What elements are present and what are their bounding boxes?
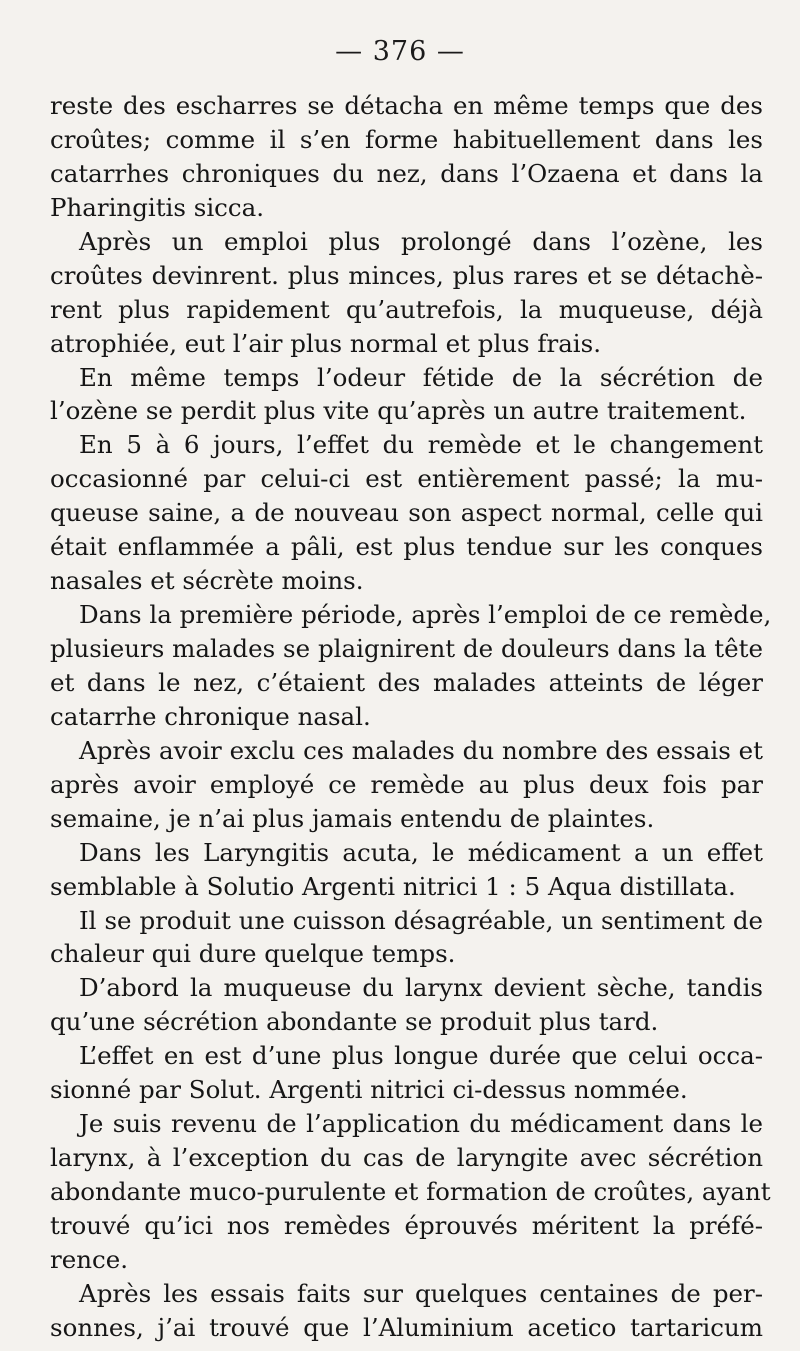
text-line: L’effet en est d’une plus longue durée que celui occa-	[79, 1041, 763, 1071]
text-line: Après les essais faits sur quelques centaines de per-	[79, 1278, 763, 1308]
text-line: sonnes, j’ai trouvé que l’Aluminium acetico tartaricum	[50, 1312, 763, 1342]
text-line: croûtes; comme il s’en forme habituellement dans les	[50, 124, 763, 154]
text-line: qu’une sécrétion abondante se produit plus tard.	[50, 1007, 659, 1037]
text-line: D’abord la muqueuse du larynx devient sèche, tandis	[79, 973, 763, 1003]
text-line: Pharingitis sicca.	[50, 192, 265, 222]
text-line: sionné par Solut. Argenti nitrici ci-dessus nommée.	[50, 1075, 688, 1105]
text-line: plusieurs malades se plaignirent de douleurs dans la tête	[50, 634, 763, 663]
text-line: catarrhe chronique nasal.	[50, 701, 371, 731]
text-line: chaleur qui dure quelque temps.	[50, 939, 456, 969]
page-number: — 376 —	[335, 36, 465, 67]
text-line: Après avoir exclu ces malades du nombre des essais et	[79, 735, 763, 765]
text-line: En 5 à 6 jours, l’effet du remède et le changement	[79, 430, 763, 460]
text-line: catarrhes chroniques du nez, dans l’Ozaena et dans la	[50, 158, 763, 188]
text-line: croûtes devinrent. plus minces, plus rares et se détachè-	[50, 260, 763, 290]
text-line: larynx, à l’exception du cas de laryngite avec sécrétion	[50, 1143, 763, 1173]
text-line: reste des escharres se détacha en même temps que des	[50, 91, 763, 120]
text-line: après avoir employé ce remède au plus deux fois par	[50, 769, 763, 799]
text-line: Dans les Laryngitis acuta, le médicament a un effet	[79, 837, 763, 867]
text-line: rence.	[50, 1244, 128, 1274]
text-line: était enflammée a pâli, est plus tendue sur les conques	[50, 532, 763, 562]
text-line: Dans la première période, après l’emploi de ce remède,	[79, 600, 772, 630]
text-line: abondante muco-purulente et formation de croûtes, ayant	[50, 1177, 771, 1206]
text-line: Après un emploi plus prolongé dans l’ozène, les	[79, 226, 763, 256]
text-line: Je suis revenu de l’application du médicament dans le	[79, 1109, 763, 1139]
text-line: rent plus rapidement qu’autrefois, la muqueuse, déjà	[50, 294, 763, 324]
text-line: et dans le nez, c’étaient des malades atteints de léger	[50, 667, 763, 697]
text-line: semaine, je n’ai plus jamais entendu de plaintes.	[50, 803, 655, 833]
body-text	[50, 89, 772, 1345]
text-line: occasionné par celui-ci est entièrement passé; la mu-	[50, 464, 763, 494]
text-line: Il se produit une cuisson désagréable, un sentiment de	[79, 905, 763, 935]
text-line: semblable à Solutio Argenti nitrici 1 : 5 Aqua distillata.	[50, 871, 736, 901]
text-line: En même temps l’odeur fétide de la sécrétion de	[79, 362, 763, 392]
text-line: queuse saine, a de nouveau son aspect normal, celle qui	[50, 498, 763, 528]
text-line: l’ozène se perdit plus vite qu’après un autre traitement.	[50, 396, 747, 426]
text-line: atrophiée, eut l’air plus normal et plus frais.	[50, 328, 601, 358]
text-line: trouvé qu’ici nos remèdes éprouvés méritent la préfé-	[50, 1210, 763, 1240]
text-line: nasales et sécrète moins.	[50, 566, 364, 596]
